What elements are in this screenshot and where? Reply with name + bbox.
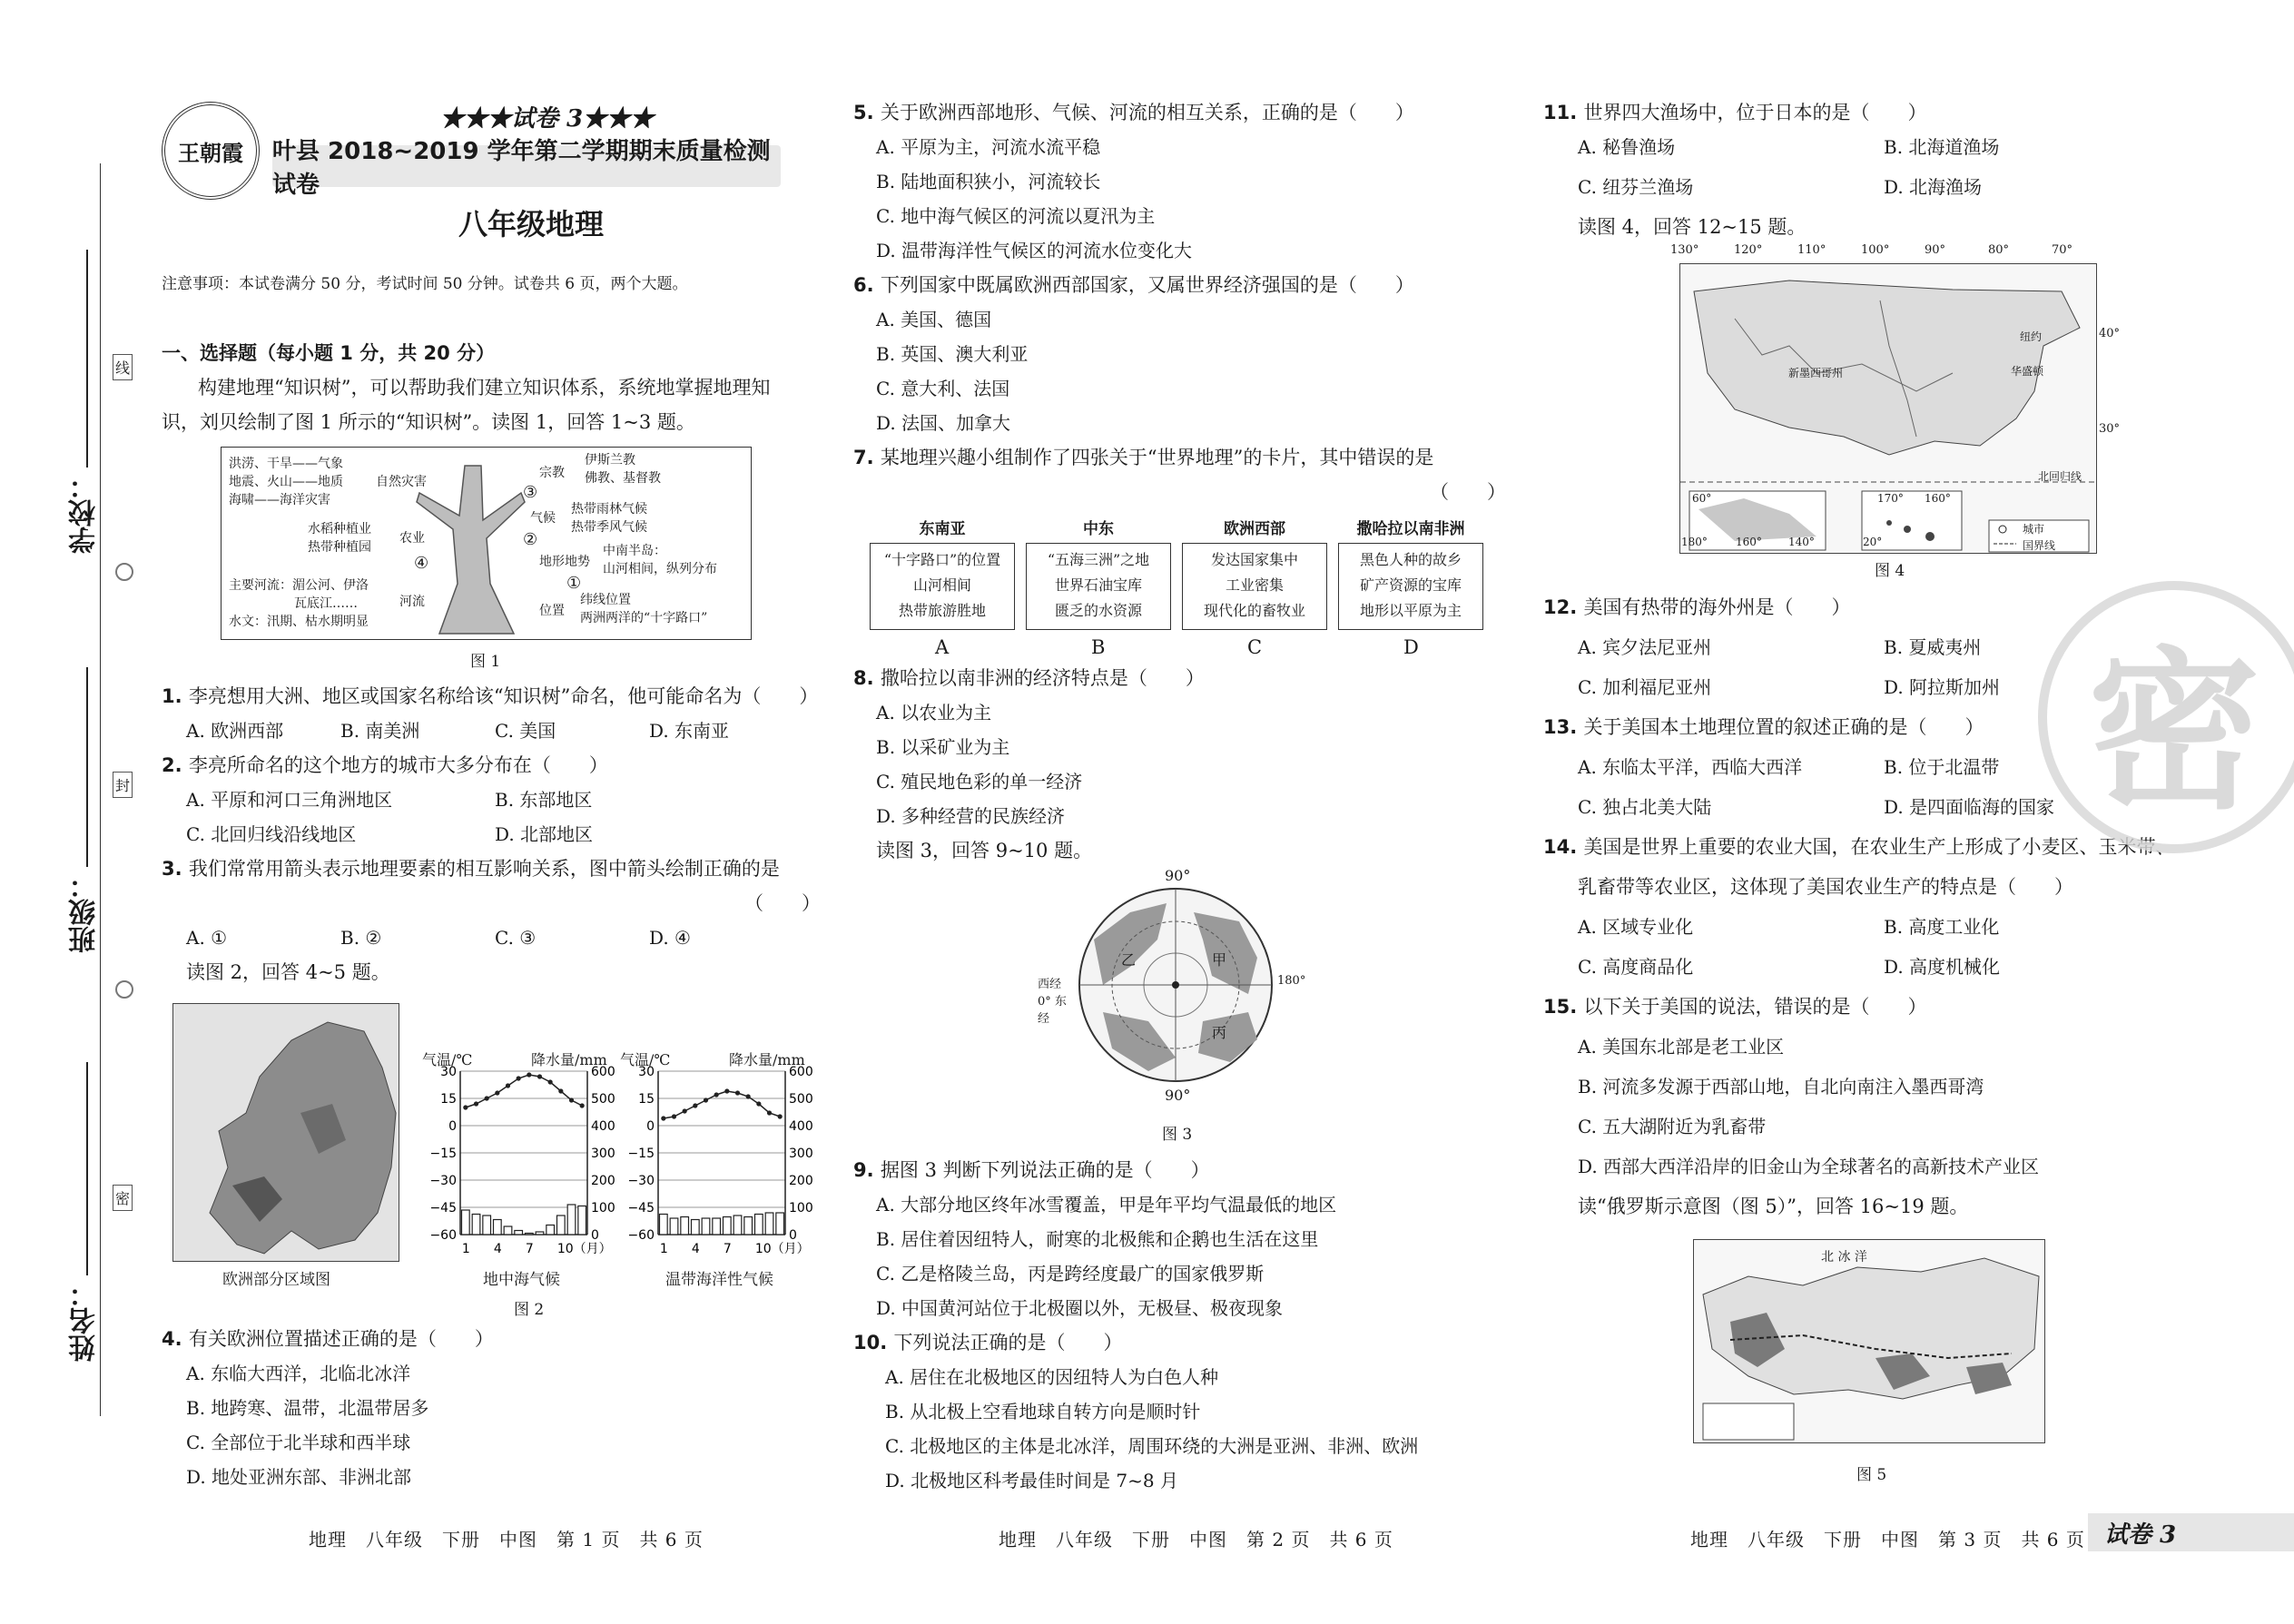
q15-option-a[interactable]: A. 美国东北部是老工业区 [1578, 1036, 1785, 1058]
figure-2-map-caption: 欧洲部分区域图 [222, 1271, 330, 1289]
temperature-point [537, 1074, 542, 1078]
fig4-inset-tick-2: 160° [1925, 492, 1951, 505]
fig4-inset-tick-5: 140° [1788, 536, 1815, 548]
y2-tick-label: 0 [591, 1228, 599, 1243]
fig3-label-yi: 乙 [1121, 951, 1137, 969]
q2-option-a[interactable]: A. 平原和河口三角洲地区 [186, 789, 393, 811]
y-tick-label: 30 [440, 1065, 457, 1079]
q2-option-b[interactable]: B. 东部地区 [495, 789, 593, 811]
y2-tick-label: 100 [591, 1201, 615, 1216]
q10-option-b[interactable]: B. 从北极上空看地球自转方向是顺时针 [885, 1401, 1201, 1422]
figure-4-caption: 图 4 [1875, 562, 1905, 580]
q12-option-b[interactable]: B. 夏威夷州 [1884, 636, 1982, 658]
chart1-precip-label: 降水量/mm [531, 1051, 607, 1068]
class-field[interactable] [86, 667, 88, 867]
read-figure-5: 读“俄罗斯示意图（图 5）”，回答 16~19 题。 [1578, 1196, 1969, 1217]
precipitation-bar [472, 1215, 480, 1235]
question-5: 5. 关于欧洲西部地形、气候、河流的相互关系，正确的是（ ） [853, 102, 1414, 123]
y2-tick-label: 300 [591, 1147, 615, 1161]
fig1-num-3: ③ [523, 483, 538, 502]
q11-option-b[interactable]: B. 北海道渔场 [1884, 136, 2000, 158]
y-tick-label: 30 [638, 1065, 655, 1079]
question-2: 2. 李亮所命名的这个地方的城市大多分布在（ ） [162, 754, 608, 776]
footer-page-2: 地理 八年级 下册 中图 第 2 页 共 6 页 [999, 1529, 1393, 1550]
q1-option-d[interactable]: D. 东南亚 [649, 720, 730, 742]
y2-tick-label: 400 [591, 1119, 615, 1134]
fig1-num-1: ① [566, 574, 582, 593]
y-tick-label: −60 [429, 1228, 457, 1243]
footer-tag [2088, 1513, 2294, 1551]
fig1-terrain-list: 中南半岛： 山河相间，纵列分布 [603, 544, 717, 576]
q13-option-c[interactable]: C. 独占北美大陆 [1578, 796, 1712, 818]
x-tick-label: 4 [493, 1242, 502, 1256]
figure-4-usa-map [1670, 243, 2121, 554]
temperature-point [693, 1103, 697, 1107]
fig4-top-tick-3: 110° [1797, 243, 1826, 257]
fig1-terrain-label: 地形地势 [539, 555, 590, 569]
q1-option-c[interactable]: C. 美国 [495, 720, 556, 742]
q14-option-d[interactable]: D. 高度机械化 [1884, 956, 2001, 978]
card-b-title: 中东 [1083, 520, 1114, 538]
class-label: 班级： [69, 871, 101, 953]
fig4-top-tick-6: 80° [1988, 243, 2010, 257]
q4-option-b[interactable]: B. 地跨寒、温带，北温带居多 [186, 1397, 429, 1419]
europe-map-shape [173, 1004, 400, 1263]
q9-option-b[interactable]: B. 居住着因纽特人，耐寒的北极熊和企鹅也生活在这里 [876, 1228, 1319, 1250]
question-3: 3. 我们常常用箭头表示地理要素的相互影响关系，图中箭头绘制正确的是 [162, 858, 780, 880]
binding-hole-icon [115, 980, 133, 999]
fig1-climate-label: 气候 [530, 511, 556, 526]
question-14: 14. 美国是世界上重要的农业大国，在农业生产上形成了小麦区、玉米带、 [1543, 836, 2175, 858]
y2-tick-label: 200 [591, 1174, 615, 1188]
question-11: 11. 世界四大渔场中，位于日本的是（ ） [1543, 102, 1927, 123]
y-tick-label: 15 [638, 1092, 655, 1107]
q8-option-c[interactable]: C. 殖民地色彩的单一经济 [876, 771, 1083, 792]
q9-option-d[interactable]: D. 中国黄河站位于北极圈以外，无极昼、极夜现象 [876, 1297, 1284, 1319]
fig4-label-tropic: 北回归线 [2038, 470, 2082, 483]
precipitation-bar [557, 1216, 566, 1235]
fig4-top-tick-7: 70° [2052, 243, 2073, 257]
y-tick-label: 0 [448, 1119, 457, 1134]
y2-tick-label: 200 [789, 1174, 813, 1188]
temperature-point [724, 1088, 729, 1093]
q6-option-d[interactable]: D. 法国、加拿大 [876, 412, 1011, 434]
fig1-disaster-label: 自然灾害 [376, 475, 427, 489]
q4-option-a[interactable]: A. 东临大西洋，北临北冰洋 [186, 1363, 411, 1384]
logo-text: 王朝霞 [178, 139, 243, 166]
section1-intro-1: 构建地理“知识树”，可以帮助我们建立知识体系，系统地掌握地理知 [198, 377, 771, 399]
question-10: 10. 下列说法正确的是（ ） [853, 1332, 1123, 1353]
card-c-letter: C [1247, 636, 1263, 658]
precipitation-bar [578, 1206, 586, 1235]
fig4-legend-border: 国界线 [2023, 539, 2056, 552]
fig3-label-bing: 丙 [1212, 1024, 1227, 1041]
y-tick-label: 0 [646, 1119, 655, 1134]
fig5-ocean-label: 北 冰 洋 [1821, 1250, 1867, 1265]
card-d-title: 撒哈拉以南非洲 [1356, 520, 1465, 538]
temperature-point [661, 1116, 665, 1120]
y-tick-label: −30 [429, 1174, 457, 1188]
name-label: 姓名： [69, 1280, 101, 1362]
q13-option-d[interactable]: D. 是四面临海的国家 [1884, 796, 2055, 818]
q14-option-b[interactable]: B. 高度工业化 [1884, 916, 2000, 938]
y-tick-label: −45 [627, 1201, 655, 1216]
y2-tick-label: 0 [789, 1228, 797, 1243]
fig1-river-list: 主要河流：湄公河、伊洛 瓦底江…… 水文：汛期、枯水期明显 [229, 578, 369, 629]
figure-2-caption: 图 2 [514, 1301, 545, 1319]
question-12: 12. 美国有热带的海外州是（ ） [1543, 596, 1851, 618]
y-tick-label: −60 [627, 1228, 655, 1243]
fig4-inset-tick-6: 20° [1863, 536, 1883, 548]
precipitation-bar [526, 1234, 534, 1235]
figure-3-arctic-map [1038, 867, 1306, 1104]
temperature-point [683, 1108, 687, 1113]
series-label: ★★★试卷 3★★★ [440, 105, 655, 133]
figure-1-caption: 图 1 [470, 653, 501, 671]
fig4-legend-city: 城市 [2023, 523, 2045, 536]
precipitation-bar [702, 1218, 710, 1235]
name-field[interactable] [86, 1062, 88, 1275]
precipitation-bar [660, 1215, 668, 1235]
fig1-num-4: ④ [414, 554, 429, 573]
fig3-label-top: 90° [1165, 867, 1191, 884]
fig4-top-tick-2: 120° [1734, 243, 1763, 257]
fig3-label-jia: 甲 [1212, 951, 1227, 969]
section1-title: 一、选择题（每小题 1 分，共 20 分） [162, 342, 496, 364]
notice: 注意事项：本试卷满分 50 分，考试时间 50 分钟。试卷共 6 页，两个大题。 [162, 275, 688, 293]
temperature-point [672, 1114, 676, 1118]
card-c-title: 欧洲西部 [1224, 520, 1285, 538]
fig4-top-tick-4: 100° [1861, 243, 1890, 257]
fig1-religion-list: 伊斯兰教 佛教、基督教 [585, 453, 661, 486]
fig4-label-dc: 华盛顿 [2011, 365, 2044, 378]
fig4-inset-tick-1: 170° [1877, 492, 1904, 505]
x-tick-label: 1 [461, 1242, 470, 1256]
x-tick-label: 10（月） [556, 1242, 612, 1256]
precipitation-bar [567, 1205, 576, 1235]
temperature-point [778, 1114, 783, 1118]
temperature-point [495, 1090, 499, 1095]
chart2-precip-label: 降水量/mm [729, 1051, 805, 1068]
fig4-inset-tick-3: 180° [1681, 536, 1708, 548]
question-7: 7. 某地理兴趣小组制作了四张关于“世界地理”的卡片，其中错误的是 [853, 447, 1434, 468]
q13-option-b[interactable]: B. 位于北温带 [1884, 756, 2000, 778]
temperature-point [735, 1090, 740, 1095]
fig4-top-tick-5: 90° [1925, 243, 1946, 257]
fig4-inset-tick-4: 160° [1736, 536, 1762, 548]
y2-tick-label: 100 [789, 1201, 813, 1216]
chart2-temp-label: 气温/℃ [620, 1051, 671, 1068]
y2-tick-label: 500 [789, 1092, 813, 1107]
precipitation-bar [713, 1218, 721, 1235]
footer-page-1: 地理 八年级 下册 中图 第 1 页 共 6 页 [309, 1529, 704, 1550]
q4-option-c[interactable]: C. 全部位于北半球和西半球 [186, 1432, 411, 1453]
q3-option-c[interactable]: C. ③ [495, 927, 537, 949]
temperature-point [756, 1101, 761, 1106]
figure-3-caption: 图 3 [1162, 1126, 1193, 1144]
precipitation-bar [733, 1216, 742, 1235]
q10-option-d[interactable]: D. 北极地区科考最佳时间是 7~8 月 [885, 1470, 1178, 1491]
question-9: 9. 据图 3 判断下列说法正确的是（ ） [853, 1159, 1210, 1181]
temperature-point [517, 1076, 521, 1080]
q6-option-a[interactable]: A. 美国、德国 [876, 309, 992, 330]
chart1-caption: 地中海气候 [483, 1271, 560, 1289]
q5-option-d[interactable]: D. 温带海洋性气候区的河流水位变化大 [876, 240, 1193, 261]
card-a-title: 东南亚 [919, 520, 966, 538]
q8-option-d[interactable]: D. 多种经营的民族经济 [876, 805, 1066, 827]
x-tick-label: 7 [525, 1242, 534, 1256]
binding-char-feng: 封 [113, 772, 133, 798]
q8-option-a[interactable]: A. 以农业为主 [876, 702, 992, 723]
question-6: 6. 下列国家中既属欧洲西部国家，又属世界经济强国的是（ ） [853, 274, 1414, 296]
chart-temperate-maritime-climate [617, 1044, 822, 1262]
temperature-point [746, 1094, 751, 1098]
read-figure-3: 读图 3，回答 9~10 题。 [876, 840, 1093, 861]
q1-option-b[interactable]: B. 南美洲 [340, 720, 420, 742]
exam-title: 叶县 2018~2019 学年第二学期期末质量检测试卷 [272, 145, 781, 187]
chart2-caption: 温带海洋性气候 [665, 1271, 773, 1289]
x-tick-label: 4 [691, 1242, 700, 1256]
logo [162, 102, 260, 200]
temperature-point [527, 1072, 531, 1077]
russia-map-shape [1694, 1240, 2046, 1444]
read-figure-4: 读图 4，回答 12~15 题。 [1578, 216, 1807, 238]
subject-title: 八年级地理 [458, 207, 605, 241]
y2-tick-label: 500 [591, 1092, 615, 1107]
secret-stamp-text: 密 [2087, 631, 2260, 832]
q3-option-b[interactable]: B. ② [340, 927, 382, 949]
y2-tick-label: 300 [789, 1147, 813, 1161]
q10-option-c[interactable]: C. 北极地区的主体是北冰洋，周围环绕的大洲是亚洲、非洲、欧洲 [885, 1435, 1419, 1457]
q12-option-d[interactable]: D. 阿拉斯加州 [1884, 676, 2001, 698]
footer-page-3: 地理 八年级 下册 中图 第 3 页 共 6 页 [1690, 1529, 2085, 1550]
precipitation-bar [483, 1216, 491, 1235]
fig3-label-bottom: 90° [1165, 1087, 1191, 1104]
precipitation-bar [494, 1220, 502, 1235]
q9-option-c[interactable]: C. 乙是格陵兰岛，丙是跨经度最广的国家俄罗斯 [876, 1263, 1265, 1284]
fig1-location-list: 纬线位置 两洲两洋的“十字路口” [580, 593, 708, 625]
temperature-point [485, 1096, 489, 1100]
q5-option-c[interactable]: C. 地中海气候区的河流以夏汛为主 [876, 205, 1156, 227]
fig1-river-label: 河流 [399, 595, 425, 609]
y-tick-label: −15 [627, 1147, 655, 1161]
precipitation-bar [546, 1225, 555, 1235]
fig1-num-2: ② [523, 530, 538, 549]
precipitation-bar [536, 1232, 544, 1235]
precipitation-bar [765, 1213, 773, 1235]
fig4-right-tick-1: 40° [2099, 327, 2121, 340]
fig4-top-tick-1: 130° [1670, 243, 1699, 257]
q1-option-a[interactable]: A. 欧洲西部 [186, 720, 284, 742]
question-1: 1. 李亮想用大洲、地区或国家名称给该“知识树”命名，他可能命名为（ ） [162, 685, 819, 707]
binding-strip [0, 0, 145, 1624]
temperature-point [506, 1083, 510, 1088]
precipitation-bar [744, 1217, 753, 1235]
school-label: 学校： [69, 472, 101, 554]
x-tick-label: 10（月） [754, 1242, 810, 1256]
card-a[interactable]: “十字路口”的位置 山河相间 热带旅游胜地 [870, 543, 1015, 630]
q5-option-a[interactable]: A. 平原为主，河流水流平稳 [876, 136, 1101, 158]
temperature-point [558, 1088, 563, 1093]
fig1-disaster-list: 洪涝、干旱——气象 地震、火山——地质 海啸——海洋灾害 [229, 457, 343, 507]
y2-tick-label: 400 [789, 1119, 813, 1134]
fig3-label-right: 180° [1277, 974, 1306, 988]
temperature-point [767, 1110, 772, 1115]
temperature-point [548, 1079, 553, 1084]
fig4-inset-tick-7: 60° [1692, 492, 1712, 505]
q3-option-d[interactable]: D. ④ [649, 927, 691, 949]
q6-option-b[interactable]: B. 英国、澳大利亚 [876, 343, 1029, 365]
temperature-point [569, 1097, 574, 1102]
temperature-point [714, 1092, 719, 1097]
footer-tag-text: 试卷 3 [2104, 1521, 2177, 1549]
arctic-map-shape [1076, 885, 1275, 1085]
fig4-label-ny: 纽约 [2020, 330, 2043, 343]
question-4: 4. 有关欧洲位置描述正确的是（ ） [162, 1328, 494, 1350]
y-tick-label: 15 [440, 1092, 457, 1107]
q9-option-a[interactable]: A. 大部分地区终年冰雪覆盖，甲是年平均气温最低的地区 [876, 1194, 1337, 1216]
binding-char-xian: 线 [113, 354, 133, 380]
q2-option-d[interactable]: D. 北部地区 [495, 823, 594, 845]
card-b[interactable]: “五海三洲”之地 世界石油宝库 匮乏的水资源 [1026, 543, 1171, 630]
precipitation-bar [462, 1210, 470, 1235]
chart-mediterranean-climate [419, 1044, 624, 1262]
temperature-line [664, 1091, 780, 1118]
y-tick-label: −30 [627, 1174, 655, 1188]
usa-map-shape [1680, 264, 2098, 555]
q6-option-c[interactable]: C. 意大利、法国 [876, 378, 1010, 399]
q15-option-b[interactable]: B. 河流多发源于西部山地，自北向南注入墨西哥湾 [1578, 1076, 1984, 1097]
q14-option-a[interactable]: A. 区域专业化 [1578, 916, 1694, 938]
fig3-label-left: 西经 0° 东经 [1038, 978, 1067, 1026]
school-field[interactable] [86, 250, 88, 468]
card-d[interactable]: 黑色人种的故乡 矿产资源的宝库 地形以平原为主 [1338, 543, 1483, 630]
q10-option-a[interactable]: A. 居住在北极地区的因纽特人为白色人种 [885, 1366, 1219, 1388]
question-8: 8. 撒哈拉以南非洲的经济特点是（ ） [853, 667, 1205, 689]
precipitation-bar [515, 1231, 523, 1235]
temperature-line [466, 1075, 582, 1107]
card-c[interactable]: 发达国家集中 工业密集 现代化的畜牧业 [1182, 543, 1327, 630]
q15-option-c[interactable]: C. 五大湖附近为乳畜带 [1578, 1116, 1767, 1137]
precipitation-bar [776, 1213, 784, 1235]
fig1-climate-list: 热带雨林气候 热带季风气候 [571, 502, 647, 535]
fig1-religion-label: 宗教 [539, 466, 565, 480]
y2-tick-label: 600 [591, 1065, 615, 1079]
precipitation-bar [692, 1220, 700, 1235]
q4-option-d[interactable]: D. 地处亚洲东部、非洲北部 [186, 1466, 412, 1488]
q15-option-d[interactable]: D. 西部大西洋沿岸的旧金山为全球著名的高新技术产业区 [1578, 1156, 2040, 1177]
fig4-right-tick-2: 30° [2099, 422, 2121, 436]
temperature-point [580, 1103, 585, 1107]
section1-intro-2: 识，刘贝绘制了图 1 所示的“知识树”。读图 1，回答 1~3 题。 [162, 411, 695, 433]
figure-5-caption: 图 5 [1856, 1466, 1887, 1484]
precipitation-bar [504, 1226, 512, 1235]
q12-option-c[interactable]: C. 加利福尼亚州 [1578, 676, 1712, 698]
temperature-point [474, 1101, 478, 1106]
precipitation-bar [755, 1215, 763, 1235]
q8-option-b[interactable]: B. 以采矿业为主 [876, 736, 1010, 758]
card-d-letter: D [1403, 636, 1419, 658]
read-figure-2: 读图 2，回答 4~5 题。 [186, 961, 390, 983]
precipitation-bar [724, 1217, 732, 1235]
chart1-temp-label: 气温/℃ [422, 1051, 473, 1068]
figure-2-europe-map [172, 1003, 399, 1262]
fig1-location-label: 位置 [539, 604, 565, 618]
figure-1-knowledge-tree [221, 447, 752, 640]
figure-5-russia-map [1693, 1239, 2045, 1443]
binding-char-mi: 密 [113, 1185, 133, 1211]
question-15: 15. 以下关于美国的说法，错误的是（ ） [1543, 996, 1927, 1018]
x-tick-label: 7 [723, 1242, 732, 1256]
fig4-label-nm: 新墨西哥州 [1788, 367, 1844, 379]
y-tick-label: −15 [429, 1147, 457, 1161]
q12-option-a[interactable]: A. 宾夕法尼亚州 [1578, 636, 1712, 658]
q5-option-b[interactable]: B. 陆地面积狭小，河流较长 [876, 171, 1101, 192]
q2-option-c[interactable]: C. 北回归线沿线地区 [186, 823, 357, 845]
q3-paren: （ ） [744, 892, 821, 914]
q14-option-c[interactable]: C. 高度商品化 [1578, 956, 1694, 978]
q11-option-c[interactable]: C. 纽芬兰渔场 [1578, 176, 1694, 198]
binding-hole-icon [115, 563, 133, 581]
card-b-letter: B [1091, 636, 1106, 658]
q3-option-a[interactable]: A. ① [186, 927, 228, 949]
x-tick-label: 1 [659, 1242, 668, 1256]
q11-option-a[interactable]: A. 秘鲁渔场 [1578, 136, 1676, 158]
temperature-point [463, 1105, 468, 1109]
q11-option-d[interactable]: D. 北海渔场 [1884, 176, 1983, 198]
fig1-agri-label: 农业 [399, 531, 425, 546]
fig1-agri-list: 水稻种植业 热带种植园 [308, 522, 371, 555]
precipitation-bar [681, 1217, 689, 1235]
card-a-letter: A [935, 636, 950, 658]
temperature-point [704, 1097, 708, 1102]
secret-stamp [2038, 581, 2294, 853]
q7-paren: （ ） [1430, 481, 1506, 503]
q13-option-a[interactable]: A. 东临太平洋，西临大西洋 [1578, 756, 1803, 778]
precipitation-bar [670, 1218, 678, 1235]
question-13: 13. 关于美国本土地理位置的叙述正确的是（ ） [1543, 716, 1984, 738]
y-tick-label: −45 [429, 1201, 457, 1216]
y2-tick-label: 600 [789, 1065, 813, 1079]
question-14-cont: 乳畜带等农业区，这体现了美国农业生产的特点是（ ） [1578, 876, 2073, 898]
